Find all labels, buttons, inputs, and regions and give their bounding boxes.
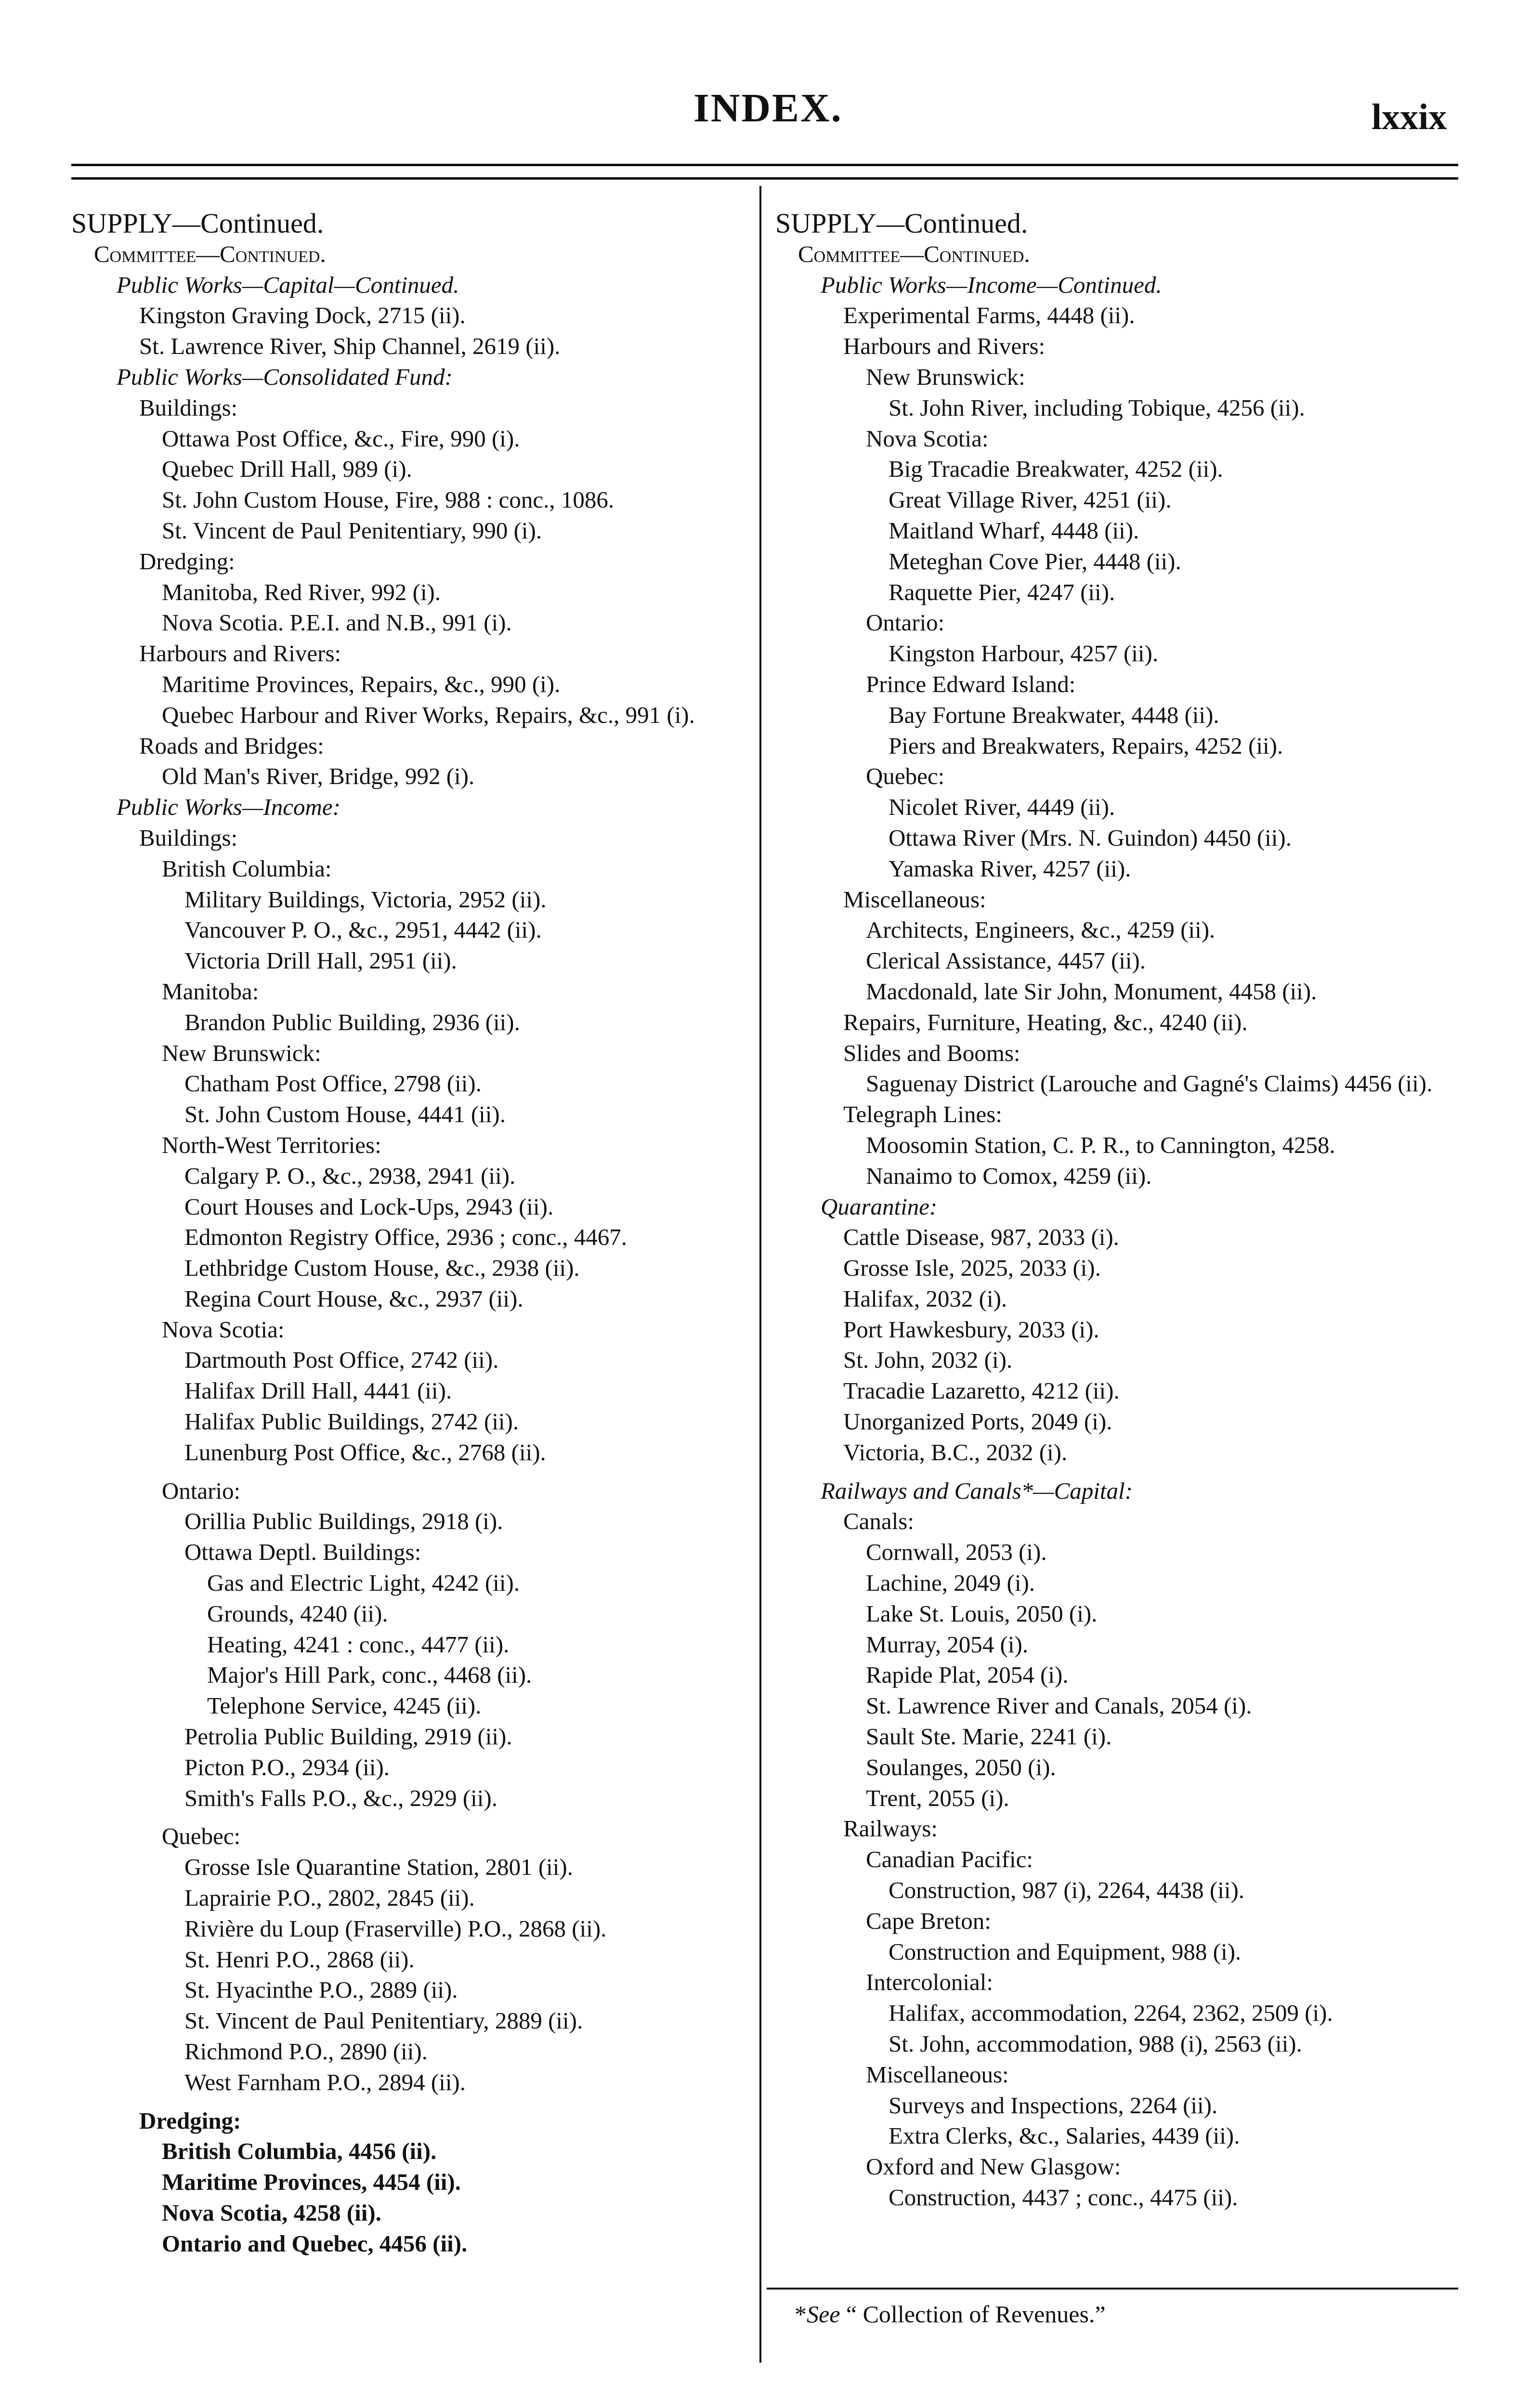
index-entry: New Brunswick:: [866, 363, 1025, 390]
index-entry: Roads and Bridges:: [139, 732, 324, 759]
index-entry: Nova Scotia. P.E.I. and N.B., 991 (i).: [162, 609, 512, 636]
footnote-rule: [767, 2288, 1458, 2290]
index-entry: Saguenay District (Larouche and Gagné's Claims) 4456 (ii).: [866, 1070, 1433, 1097]
index-entry: Petrolia Public Building, 2919 (ii).: [184, 1723, 512, 1750]
index-entry: Raquette Pier, 4247 (ii).: [889, 578, 1115, 605]
index-entry: Macdonald, late Sir John, Monument, 4458 (ii).: [866, 978, 1317, 1005]
index-entry: Repairs, Furniture, Heating, &c., 4240 (ii).: [843, 1008, 1248, 1035]
index-entry: Quebec:: [162, 1823, 241, 1850]
index-entry: Nicolet River, 4449 (ii).: [889, 794, 1115, 821]
index-entry: Halifax, accommodation, 2264, 2362, 2509 (i).: [889, 2000, 1333, 2027]
index-entry: Railways:: [843, 1815, 938, 1842]
index-entry: Moosomin Station, C. P. R., to Cannington, 4258.: [866, 1131, 1335, 1158]
index-entry: Maitland Wharf, 4448 (ii).: [889, 517, 1139, 544]
index-entry: Construction, 4437 ; conc., 4475 (ii).: [889, 2184, 1238, 2211]
index-entry: Lake St. Louis, 2050 (i).: [866, 1600, 1098, 1627]
index-entry: Murray, 2054 (i).: [866, 1631, 1029, 1658]
index-entry: Yamaska River, 4257 (ii).: [889, 855, 1131, 882]
index-entry: Ontario:: [866, 609, 945, 636]
index-entry: Cattle Disease, 987, 2033 (i).: [843, 1224, 1119, 1251]
index-entry: Gas and Electric Light, 4242 (ii).: [207, 1570, 520, 1597]
index-entry: Harbours and Rivers:: [843, 333, 1046, 360]
index-entry: Heating, 4241 : conc., 4477 (ii).: [207, 1631, 510, 1658]
index-entry: Public Works—Income:: [117, 794, 340, 821]
index-entry: St. Lawrence River, Ship Channel, 2619 (ii).: [139, 333, 561, 360]
index-entry: Nova Scotia, 4258 (ii).: [162, 2199, 381, 2226]
index-entry: Quebec Harbour and River Works, Repairs, &c., 991 (i).: [162, 701, 695, 728]
index-entry: Laprairie P.O., 2802, 2845 (ii).: [184, 1885, 475, 1911]
index-entry: St. John, accommodation, 988 (i), 2563 (ii).: [889, 2030, 1302, 2057]
index-column-left: [71, 208, 765, 2259]
index-entry: Miscellaneous:: [866, 2061, 1009, 2088]
index-entry: Clerical Assistance, 4457 (ii).: [866, 947, 1146, 974]
index-entry: Orillia Public Buildings, 2918 (i).: [184, 1508, 503, 1535]
index-entry: Lethbridge Custom House, &c., 2938 (ii).: [184, 1255, 580, 1282]
index-entry: Maritime Provinces, 4454 (ii).: [162, 2169, 461, 2196]
page-number: lxxix: [1372, 97, 1447, 137]
index-entry: Picton P.O., 2934 (ii).: [184, 1754, 390, 1780]
page-title: INDEX.: [693, 86, 843, 131]
index-entry: SUPPLY—Continued.: [775, 208, 1028, 239]
index-entry: Canals:: [843, 1508, 914, 1535]
index-entry: Halifax Drill Hall, 4441 (ii).: [184, 1377, 452, 1404]
index-entry: Experimental Farms, 4448 (ii).: [843, 302, 1135, 329]
index-entry: Grosse Isle Quarantine Station, 2801 (ii).: [184, 1854, 573, 1881]
index-entry: Public Works—Income—Continued.: [821, 271, 1162, 298]
index-entry: Slides and Booms:: [843, 1039, 1020, 1066]
index-entry: St. Vincent de Paul Penitentiary, 990 (i).: [162, 517, 542, 544]
index-entry: Dartmouth Post Office, 2742 (ii).: [184, 1347, 499, 1374]
index-entry: Lunenburg Post Office, &c., 2768 (ii).: [184, 1439, 546, 1466]
footnote-text: “ Collection of Revenues.”: [840, 2301, 1106, 2328]
index-entry: Soulanges, 2050 (i).: [866, 1754, 1056, 1780]
index-entry: Ottawa River (Mrs. N. Guindon) 4450 (ii).: [889, 824, 1292, 851]
index-entry: Surveys and Inspections, 2264 (ii).: [889, 2092, 1218, 2119]
index-entry: SUPPLY—Continued.: [71, 208, 324, 239]
footnote-marker: *: [795, 2301, 807, 2328]
index-entry: Committee—Continued.: [798, 240, 1030, 267]
index-entry: Chatham Post Office, 2798 (ii).: [184, 1070, 482, 1097]
index-entry: North-West Territories:: [162, 1131, 381, 1158]
index-entry: Kingston Harbour, 4257 (ii).: [889, 640, 1159, 667]
index-entry: Manitoba:: [162, 978, 259, 1005]
index-entry: Quebec Drill Hall, 989 (i).: [162, 456, 412, 483]
index-entry: Buildings:: [139, 394, 238, 421]
index-entry: Great Village River, 4251 (ii).: [889, 486, 1172, 513]
index-entry: Lachine, 2049 (i).: [866, 1570, 1035, 1597]
index-entry: Kingston Graving Dock, 2715 (ii).: [139, 302, 466, 329]
index-entry: Cornwall, 2053 (i).: [866, 1539, 1047, 1566]
index-entry: New Brunswick:: [162, 1039, 321, 1066]
index-entry: Meteghan Cove Pier, 4448 (ii).: [889, 548, 1181, 575]
index-entry: St. Henri P.O., 2868 (ii).: [184, 1946, 415, 1973]
index-entry: Victoria Drill Hall, 2951 (ii).: [184, 947, 457, 974]
index-entry: Halifax Public Buildings, 2742 (ii).: [184, 1408, 519, 1435]
index-entry: Dredging:: [139, 2107, 241, 2134]
index-entry: British Columbia, 4456 (ii).: [162, 2138, 437, 2165]
index-entry: Military Buildings, Victoria, 2952 (ii).: [184, 886, 547, 913]
index-entry: Sault Ste. Marie, 2241 (i).: [866, 1723, 1112, 1750]
index-entry: Smith's Falls P.O., &c., 2929 (ii).: [184, 1784, 497, 1811]
index-entry: St. John River, including Tobique, 4256 (ii).: [889, 394, 1305, 421]
index-entry: Committee—Continued.: [94, 240, 326, 267]
index-entry: Richmond P.O., 2890 (ii).: [184, 2038, 428, 2065]
index-entry: Nova Scotia:: [866, 425, 989, 452]
index-entry: Quarantine:: [821, 1193, 938, 1220]
index-entry: Rivière du Loup (Fraserville) P.O., 2868 (ii).: [184, 1915, 607, 1942]
index-entry: Architects, Engineers, &c., 4259 (ii).: [866, 916, 1216, 943]
index-entry: Grounds, 4240 (ii).: [207, 1600, 388, 1627]
index-entry: Harbours and Rivers:: [139, 640, 341, 667]
index-entry: Vancouver P. O., &c., 2951, 4442 (ii).: [184, 916, 542, 943]
footnote: [795, 2298, 1106, 2330]
index-entry: Unorganized Ports, 2049 (i).: [843, 1408, 1112, 1435]
index-entry: Ottawa Deptl. Buildings:: [184, 1539, 421, 1566]
header-rule-top: [71, 164, 1458, 166]
index-entry: Dredging:: [139, 548, 235, 575]
index-entry: Grosse Isle, 2025, 2033 (i).: [843, 1255, 1101, 1282]
index-entry: St. John, 2032 (i).: [843, 1347, 1013, 1374]
index-entry: St. Vincent de Paul Penitentiary, 2889 (ii).: [184, 2007, 583, 2034]
index-entry: Nova Scotia:: [162, 1316, 285, 1343]
index-entry: Public Works—Capital—Continued.: [117, 271, 459, 298]
index-entry: Miscellaneous:: [843, 886, 986, 913]
index-entry: Piers and Breakwaters, Repairs, 4252 (ii).: [889, 732, 1283, 759]
index-entry: Port Hawkesbury, 2033 (i).: [843, 1316, 1099, 1343]
index-entry: Cape Breton:: [866, 1907, 991, 1934]
index-entry: Ontario and Quebec, 4456 (ii).: [162, 2230, 468, 2257]
index-entry: Quebec:: [866, 763, 945, 790]
index-entry: Calgary P. O., &c., 2938, 2941 (ii).: [184, 1162, 516, 1189]
index-entry: Edmonton Registry Office, 2936 ; conc., 4467.: [184, 1224, 628, 1251]
index-entry: Extra Clerks, &c., Salaries, 4439 (ii).: [889, 2122, 1240, 2149]
index-entry: Telegraph Lines:: [843, 1101, 1002, 1128]
index-entry: Canadian Pacific:: [866, 1846, 1033, 1873]
index-entry: St. Lawrence River and Canals, 2054 (i).: [866, 1692, 1252, 1719]
index-entry: Public Works—Consolidated Fund:: [117, 363, 453, 390]
index-entry: Brandon Public Building, 2936 (ii).: [184, 1008, 520, 1035]
index-entry: Prince Edward Island:: [866, 670, 1076, 697]
index-entry: Intercolonial:: [866, 1969, 993, 1996]
index-entry: Construction, 987 (i), 2264, 4438 (ii).: [889, 1877, 1245, 1904]
index-entry: Buildings:: [139, 824, 238, 851]
index-entry: Ottawa Post Office, &c., Fire, 990 (i).: [162, 425, 520, 452]
index-entry: Major's Hill Park, conc., 4468 (ii).: [207, 1662, 532, 1688]
index-entry: Regina Court House, &c., 2937 (ii).: [184, 1285, 523, 1312]
index-entry: St. Hyacinthe P.O., 2889 (ii).: [184, 1976, 458, 2003]
index-entry: Trent, 2055 (i).: [866, 1784, 1009, 1811]
index-entry: St. John Custom House, Fire, 988 : conc., 1086.: [162, 486, 615, 513]
index-entry: Manitoba, Red River, 992 (i).: [162, 578, 441, 605]
index-entry: Rapide Plat, 2054 (i).: [866, 1662, 1069, 1688]
index-entry: Construction and Equipment, 988 (i).: [889, 1938, 1242, 1965]
index-entry: West Farnham P.O., 2894 (ii).: [184, 2068, 466, 2095]
index-entry: Big Tracadie Breakwater, 4252 (ii).: [889, 456, 1223, 483]
index-entry: Bay Fortune Breakwater, 4448 (ii).: [889, 701, 1219, 728]
index-entry: Maritime Provinces, Repairs, &c., 990 (i).: [162, 670, 561, 697]
index-entry: Victoria, B.C., 2032 (i).: [843, 1439, 1068, 1466]
index-entry: Old Man's River, Bridge, 992 (i).: [162, 763, 475, 790]
index-column-right: [775, 208, 1469, 2213]
index-entry: St. John Custom House, 4441 (ii).: [184, 1101, 506, 1128]
index-entry: Oxford and New Glasgow:: [866, 2153, 1121, 2180]
footnote-see: See: [807, 2301, 840, 2328]
index-entry: Telephone Service, 4245 (ii).: [207, 1692, 482, 1719]
index-entry: Halifax, 2032 (i).: [843, 1285, 1007, 1312]
index-entry: Nanaimo to Comox, 4259 (ii).: [866, 1162, 1152, 1189]
header-rule-bottom: [71, 177, 1458, 180]
index-entry: Railways and Canals*—Capital:: [821, 1477, 1133, 1504]
index-entry: Court Houses and Lock-Ups, 2943 (ii).: [184, 1193, 554, 1220]
index-entry: British Columbia:: [162, 855, 332, 882]
index-entry: Ontario:: [162, 1477, 241, 1504]
index-entry: Tracadie Lazaretto, 4212 (ii).: [843, 1377, 1120, 1404]
